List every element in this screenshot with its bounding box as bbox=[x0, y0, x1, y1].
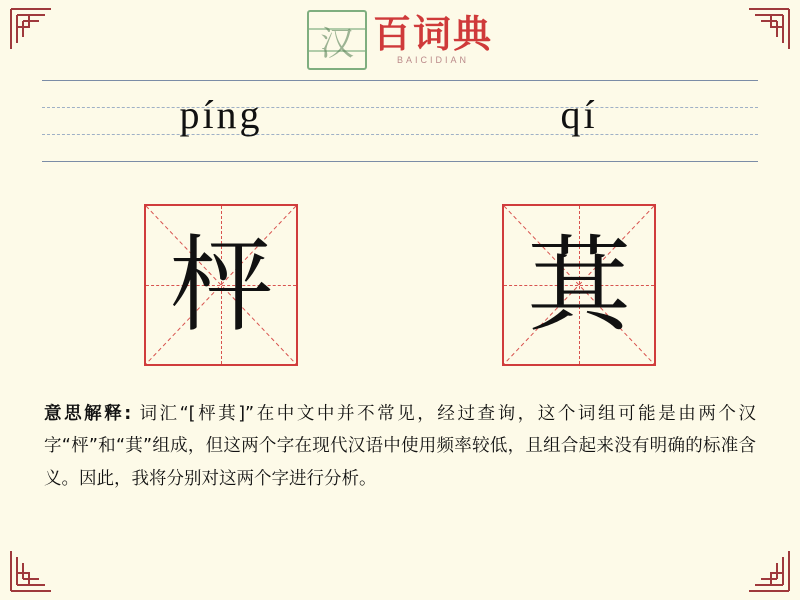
logo-seal-icon bbox=[307, 10, 367, 70]
pinyin-text-2: qí bbox=[560, 91, 598, 137]
explanation-label: 意思解释: bbox=[44, 404, 132, 424]
logo-mark-glyph: 汉 bbox=[319, 23, 354, 64]
character-cell-2 bbox=[400, 200, 758, 370]
character-cell-1 bbox=[42, 200, 400, 370]
corner-ornament-bottom-left bbox=[8, 548, 54, 594]
explanation-text: 词汇“[枰萁]”在中文中并不常见，经过查询，这个词组可能是由两个汉字“枰”和“萁”组成，但这两个字在现代汉语中使用频率较低，且组合起来没有明确的标准含义。因此，我将分别对这两个字进行分析。 bbox=[44, 404, 756, 489]
tianzige-box-1 bbox=[144, 204, 298, 366]
corner-ornament-bottom-right bbox=[746, 548, 792, 594]
character-grid-row bbox=[42, 200, 758, 370]
pinyin-text-1: píng bbox=[179, 91, 263, 137]
tianzige-box-2 bbox=[502, 204, 656, 366]
site-logo[interactable] bbox=[0, 10, 800, 70]
logo-subtitle: BAICIDIAN bbox=[396, 55, 469, 65]
character-text-2: 萁 bbox=[526, 224, 631, 346]
explanation-block bbox=[44, 398, 756, 495]
logo-title: 百词典 bbox=[372, 12, 493, 56]
character-text-1: 枰 bbox=[168, 224, 273, 346]
pinyin-staff bbox=[42, 80, 758, 162]
